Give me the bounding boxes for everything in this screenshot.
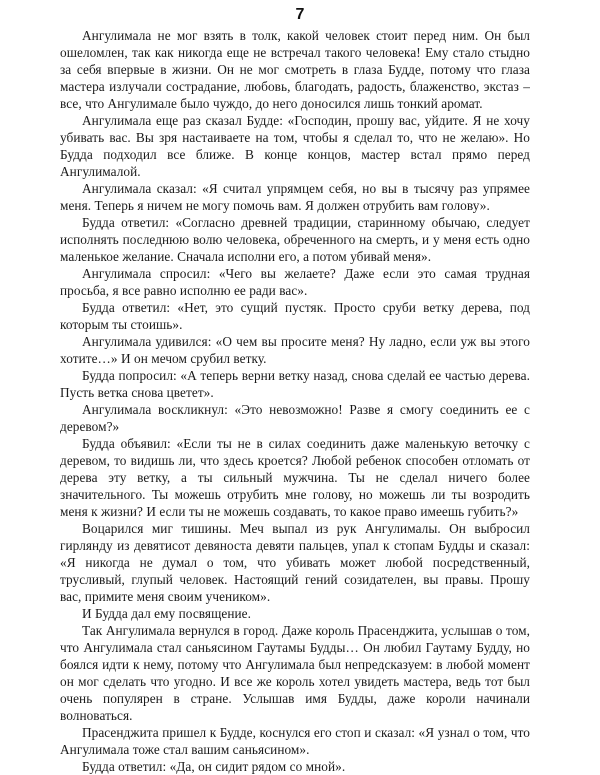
paragraph-4: Будда ответил: «Согласно древней традиции, старинному обычаю, следует исполнять последнюю волю человека, обреченного на смерть, и у меня есть одно маленькое желание. Сначала исполни его, а потом убивай меня». <box>60 215 530 264</box>
paragraph-2: Ангулимала еще раз сказал Будде: «Господин, прошу вас, уйдите. Я не хочу убивать вас. Вы зря настаиваете на том, чтобы я сделал то, что не желаю». Но Будда подходил все ближе. В конце концов, мастер встал прямо перед Ангулималой. <box>60 113 530 179</box>
paragraph-10: Будда объявил: «Если ты не в силах соединить даже маленькую веточку с деревом, то видишь ли, что здесь кроется? Любой ребенок способен отломать от дерева эту ветку, а ты сильный мужчина. Ты не сделал ничего более значительного. Ты можешь отрубить мне голову, но можешь ли ты возродить меня к жизни? И если ты не можешь создавать, то какое право имеешь губить?» <box>60 436 530 519</box>
paragraph-15: Будда ответил: «Да, он сидит рядом со мной». <box>82 759 346 774</box>
paragraph-5: Ангулимала спросил: «Чего вы желаете? Даже если это самая трудная просьба, я все равно исполню ее ради вас». <box>60 266 530 298</box>
page-number: 7 <box>295 6 305 23</box>
paragraph-14: Прасенджита пришел к Будде, коснулся его стоп и сказал: «Я узнал о том, что Ангулимала тоже стал вашим саньясином». <box>60 725 530 757</box>
paragraph-3: Ангулимала сказал: «Я считал упрямцем себя, но вы в тысячу раз упрямее меня. Теперь я ничем не могу помочь вам. Я должен отрубить вам голову». <box>60 181 530 213</box>
paragraph-7: Ангулимала удивился: «О чем вы просите меня? Ну ладно, если уж вы этого хотите…» И он мечом срубил ветку. <box>60 334 530 366</box>
paragraph-13: Так Ангулимала вернулся в город. Даже король Прасенджита, услышав о том, что Ангулимала стал саньясином Гаутамы Будды… Он любил Гаутаму Будду, но боялся идти к нему, потому что Ангулимала был непредсказуем: в любой момент он мог сделать что угодно. И все же король хотел увидеть мастера, ведь тот был очень популярен в стране. Услышав имя Будды, даже короли начинали волноваться. <box>60 623 530 723</box>
paragraph-11: Воцарился миг тишины. Меч выпал из рук Ангулималы. Он выбросил гирлянду из девятисот девяноста девяти пальцев, упал к стопам Будды и сказал: «Я никогда не думал о том, что убивать может любой посредственный, трусливый, глупый человек. Настоящий гений созидателен, вы правы. Прошу вас, примите меня своим учеником». <box>60 521 530 604</box>
paragraph-1: Ангулимала не мог взять в толк, какой человек стоит перед ним. Он был ошеломлен, так как никогда еще не встречал такого человека! Ему стало стыдно за себя впервые в жизни. Он не мог смотреть в глаза Будде, потому что глаза мастера излучали сострадание, любовь, благодать, радость, блаженство, экстаз – все, что Ангулимале было чуждо, до него доносился лишь тонкий аромат. <box>60 28 530 111</box>
page-text-body <box>60 27 530 775</box>
paragraph-6: Будда ответил: «Нет, это сущий пустяк. Просто сруби ветку дерева, под которым ты стоишь». <box>60 300 530 332</box>
paragraph-8: Будда попросил: «А теперь верни ветку назад, снова сделай ее частью дерева. Пусть ветка снова цветет». <box>60 368 530 400</box>
paragraph-12: И Будда дал ему посвящение. <box>82 606 251 621</box>
paragraph-9: Ангулимала воскликнул: «Это невозможно! Разве я смогу соединить ее с деревом?» <box>60 402 530 434</box>
